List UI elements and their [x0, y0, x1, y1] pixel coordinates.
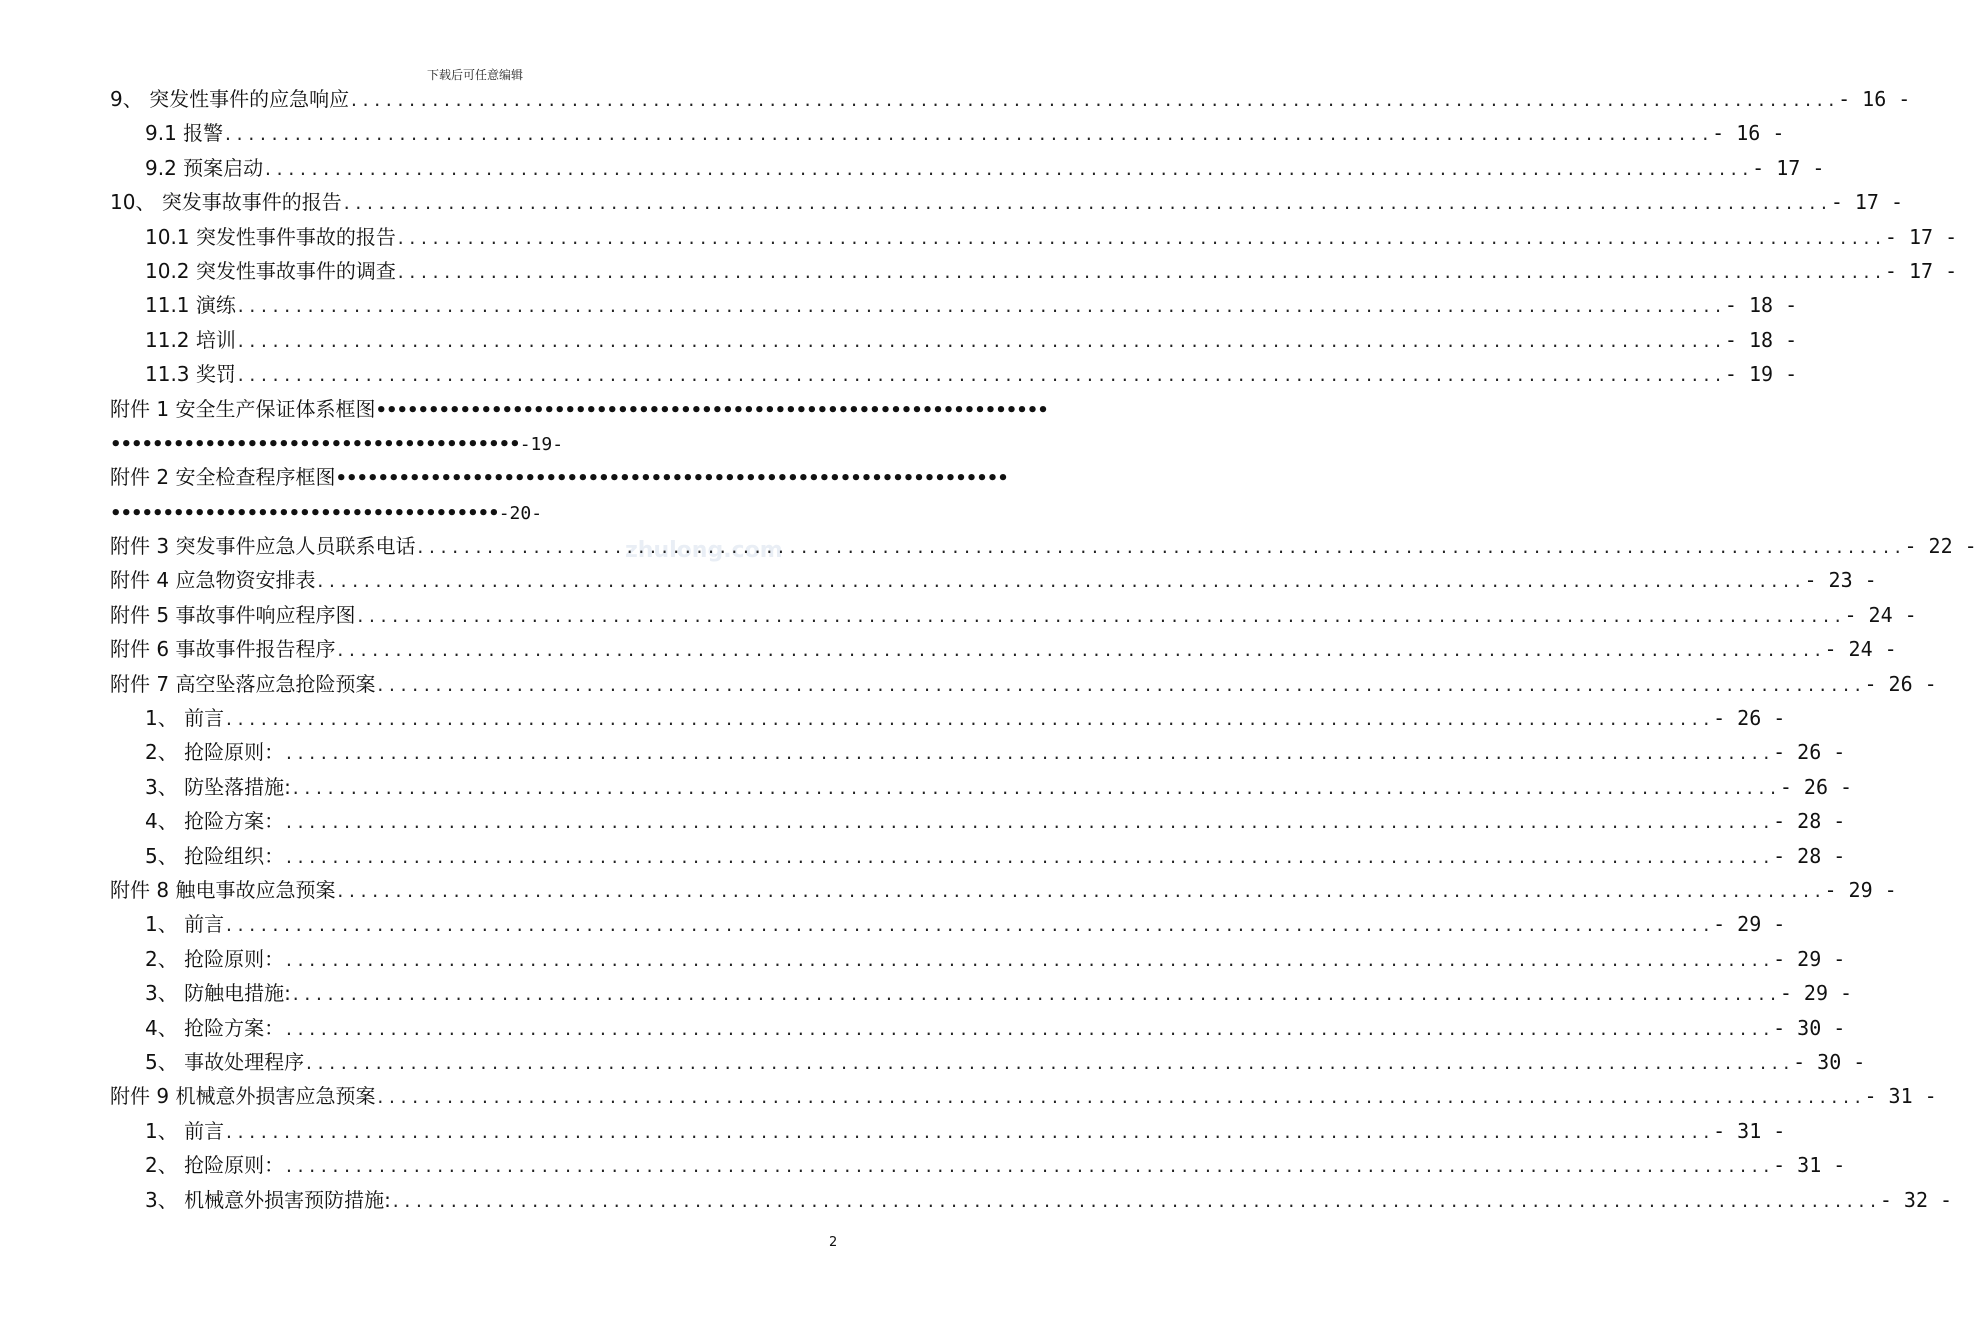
- toc-entry[interactable]: [110, 220, 1958, 254]
- toc-entry[interactable]: [110, 1148, 1846, 1182]
- toc-entry-page: -19-: [519, 433, 564, 455]
- toc-entry-label: 3、 防坠落措施:: [145, 774, 291, 799]
- page-number: 2: [829, 1235, 838, 1250]
- toc-entry[interactable]: [110, 632, 1897, 666]
- toc-entry[interactable]: [110, 563, 1877, 597]
- toc-entry-label: 附件 2 安全检查程序框图: [110, 465, 336, 490]
- toc-entry-page: - 31 -: [1773, 1153, 1846, 1178]
- toc-entry-label: 5、 抢险组织：: [145, 843, 285, 868]
- toc-entry-page: - 17 -: [1830, 190, 1904, 215]
- toc-leader-dots: [304, 1047, 1793, 1081]
- toc-entry-page: - 29 -: [1713, 912, 1786, 937]
- toc-entry-page: - 18 -: [1724, 293, 1798, 318]
- toc-entry[interactable]: [110, 942, 1846, 976]
- toc-entry-label: 4、 抢险方案：: [145, 809, 285, 834]
- toc-entry-label: 1、 前言: [145, 706, 225, 731]
- toc-leader-dots: [396, 222, 1885, 256]
- toc-entry-label: 10.1 突发性事件事故的报告: [145, 224, 396, 249]
- toc-leader-dots: [284, 1150, 1773, 1184]
- toc-entry[interactable]: [110, 701, 1786, 735]
- toc-entry-page: - 32 -: [1879, 1187, 1953, 1212]
- toc-leader-dots: ••••••••••••••••••••••••••••••••••••••••••••••••••••••••••••••••: [335, 468, 1008, 490]
- toc-entry-label: 2、 抢险原则：: [145, 740, 285, 765]
- toc-entry[interactable]: [110, 357, 1798, 391]
- toc-leader-dots: [284, 806, 1773, 840]
- toc-leader-dots: [391, 1185, 1880, 1219]
- toc-entry-label: 9.2 预案启动: [145, 155, 264, 180]
- toc-leader-dots: [284, 1013, 1773, 1047]
- toc-entry-label: 11.3 奖罚: [145, 362, 236, 387]
- toc-entry-label: 11.2 培训: [145, 327, 236, 352]
- toc-entry[interactable]: [110, 323, 1798, 357]
- toc-leader-dots: [236, 290, 1725, 324]
- toc-entry-page: - 31 -: [1864, 1084, 1937, 1109]
- toc-entry-page: - 24 -: [1844, 602, 1917, 627]
- toc-leader-dots: [335, 875, 1824, 909]
- toc-entry-label: 附件 3 突发事件应急人员联系电话: [110, 534, 416, 559]
- toc-entry-page: - 30 -: [1793, 1049, 1866, 1074]
- toc-entry[interactable]: [110, 1183, 1953, 1217]
- toc-entry[interactable]: [110, 460, 1008, 494]
- toc-entry-label: 附件 7 高空坠落应急抢险预案: [110, 671, 376, 696]
- toc-leader-dots: •••••••••••••••••••••••••••••••••••••••: [110, 433, 520, 455]
- toc-entry-label: 附件 9 机械意外损害应急预案: [110, 1084, 376, 1109]
- toc-entry-page: - 17 -: [1752, 155, 1825, 180]
- toc-leader-dots: [342, 187, 1831, 221]
- toc-entry-page: - 18 -: [1724, 327, 1798, 352]
- toc-leader-dots: [349, 84, 1838, 118]
- toc-entry[interactable]: [110, 667, 1937, 701]
- toc-entry-label: 2、 抢险原则：: [145, 1153, 285, 1178]
- toc-leader-dots: •••••••••••••••••••••••••••••••••••••: [110, 502, 499, 524]
- toc-entry[interactable]: [110, 288, 1798, 322]
- toc-entry-label: 5、 事故处理程序: [145, 1049, 305, 1074]
- toc-entry-page: - 30 -: [1773, 1015, 1846, 1040]
- toc-entry-label: 9.1 报警: [145, 121, 224, 146]
- toc-entry-label: 3、 防触电措施:: [145, 981, 291, 1006]
- toc-entry-page: - 16 -: [1712, 121, 1785, 146]
- toc-entry[interactable]: [110, 529, 1977, 563]
- toc-entry-page: - 26 -: [1713, 706, 1786, 731]
- toc-entry[interactable]: [110, 1045, 1866, 1079]
- toc-entry-page: -20-: [498, 502, 543, 524]
- toc-entry-label: 附件 6 事故事件报告程序: [110, 637, 336, 662]
- toc-entry[interactable]: [110, 839, 1846, 873]
- toc-entry-page: - 26 -: [1779, 774, 1853, 799]
- toc-entry[interactable]: [110, 82, 1911, 116]
- toc-leader-dots: [224, 909, 1713, 943]
- toc-entry-label: 1、 前言: [145, 1118, 225, 1143]
- toc-entry[interactable]: [110, 873, 1897, 907]
- toc-entry-label: 11.1 演练: [145, 293, 236, 318]
- toc-entry[interactable]: [110, 907, 1786, 941]
- toc-leader-dots: [335, 634, 1824, 668]
- toc-entry-label: 9、 突发性事件的应急响应: [110, 87, 350, 111]
- toc-entry-label: 附件 1 安全生产保证体系框图: [110, 396, 376, 421]
- toc-entry[interactable]: [110, 1011, 1846, 1045]
- toc-entry-page: - 29 -: [1779, 981, 1853, 1006]
- toc-leader-dots: [284, 737, 1773, 771]
- toc-entry[interactable]: [110, 116, 1785, 150]
- toc-entry[interactable]: [110, 804, 1846, 838]
- table-of-contents: [110, 82, 1977, 1217]
- toc-entry[interactable]: [110, 770, 1853, 804]
- toc-leader-dots: [263, 153, 1752, 187]
- toc-entry-page: - 29 -: [1824, 877, 1897, 902]
- toc-entry-label: 10、 突发事故事件的报告: [110, 190, 342, 215]
- toc-entry[interactable]: [110, 151, 1825, 185]
- toc-entry-page: - 28 -: [1773, 809, 1846, 834]
- toc-leader-dots: [315, 565, 1804, 599]
- toc-leader-dots: [415, 531, 1904, 565]
- toc-entry-label: 附件 4 应急物资安排表: [110, 568, 316, 593]
- toc-entry[interactable]: [110, 185, 1904, 219]
- toc-leader-dots: [355, 600, 1844, 634]
- watermark: zhulong.com: [625, 538, 783, 563]
- toc-entry-page: - 16 -: [1838, 87, 1911, 111]
- toc-entry[interactable]: [110, 254, 1958, 288]
- toc-entry-page: - 17 -: [1884, 224, 1958, 249]
- toc-entry[interactable]: [110, 598, 1917, 632]
- toc-entry-label: 2、 抢险原则：: [145, 946, 285, 971]
- toc-entry[interactable]: [110, 392, 1048, 426]
- toc-leader-dots: [223, 118, 1712, 152]
- toc-leader-dots: [224, 1116, 1713, 1150]
- toc-leader-dots: [236, 325, 1725, 359]
- toc-entry-page: - 24 -: [1824, 637, 1897, 662]
- toc-entry-page: - 17 -: [1884, 258, 1958, 283]
- toc-entry[interactable]: [110, 976, 1853, 1010]
- toc-entry[interactable]: [110, 1114, 1786, 1148]
- toc-entry-label: 10.2 突发性事故事件的调查: [145, 258, 396, 283]
- toc-leader-dots: [375, 669, 1864, 703]
- toc-entry-continuation: [110, 495, 838, 529]
- toc-leader-dots: [284, 841, 1773, 875]
- toc-entry-label: 3、 机械意外损害预防措施:: [145, 1187, 391, 1212]
- toc-entry-page: - 28 -: [1773, 843, 1846, 868]
- toc-entry-page: - 26 -: [1864, 671, 1937, 696]
- toc-entry-page: - 31 -: [1713, 1118, 1786, 1143]
- toc-entry-page: - 19 -: [1724, 362, 1798, 387]
- toc-leader-dots: [291, 772, 1780, 806]
- toc-entry-label: 4、 抢险方案：: [145, 1015, 285, 1040]
- toc-leader-dots: [224, 703, 1713, 737]
- toc-entry-continuation: [110, 426, 838, 460]
- toc-entry-page: - 23 -: [1804, 568, 1877, 593]
- toc-leader-dots: [236, 359, 1725, 393]
- page-header: 下载后可任意编辑: [426, 68, 523, 82]
- toc-entry-label: 1、 前言: [145, 912, 225, 937]
- toc-leader-dots: ••••••••••••••••••••••••••••••••••••••••••••••••••••••••••••••••: [375, 399, 1048, 421]
- toc-entry-page: - 22 -: [1904, 534, 1977, 559]
- toc-entry[interactable]: [110, 1079, 1937, 1113]
- toc-leader-dots: [284, 944, 1773, 978]
- toc-leader-dots: [291, 978, 1780, 1012]
- toc-entry[interactable]: [110, 735, 1846, 769]
- toc-leader-dots: [375, 1081, 1864, 1115]
- toc-leader-dots: [396, 256, 1885, 290]
- toc-entry-page: - 26 -: [1773, 740, 1846, 765]
- toc-entry-page: - 29 -: [1773, 946, 1846, 971]
- toc-entry-label: 附件 8 触电事故应急预案: [110, 877, 336, 902]
- toc-entry-label: 附件 5 事故事件响应程序图: [110, 602, 356, 627]
